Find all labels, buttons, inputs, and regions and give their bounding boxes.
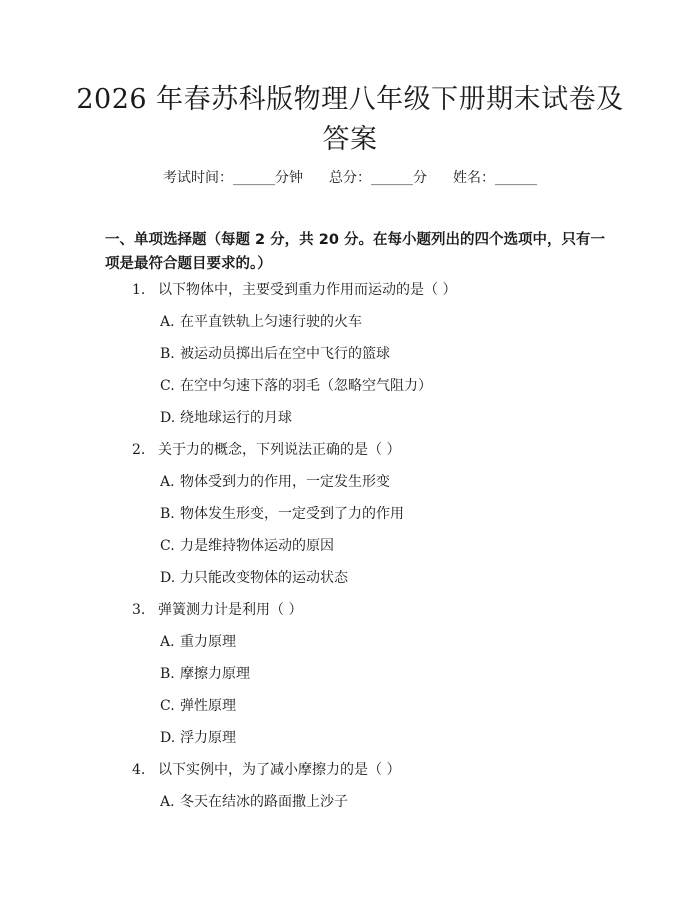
answer-option xyxy=(160,376,432,396)
answer-option xyxy=(160,312,362,332)
option-text: 冬天在结冰的路面撒上沙子 xyxy=(180,794,348,810)
option-letter: A. xyxy=(160,314,175,330)
option-letter: B. xyxy=(160,346,175,362)
section-heading: 一、单项选择题（每题 2 分，共 20 分。在每小题列出的四个选项中，只有一项是最符合题目要求的。） xyxy=(105,232,605,272)
option-text: 在空中匀速下落的羽毛（忽略空气阻力） xyxy=(180,378,432,394)
answer-option xyxy=(160,696,236,716)
option-letter: B. xyxy=(160,666,175,682)
total-score-blank: ______ xyxy=(371,170,413,186)
option-text: 浮力原理 xyxy=(180,730,236,746)
total-score-unit: 分 xyxy=(413,170,427,186)
answer-option xyxy=(160,632,236,652)
answer-option xyxy=(160,664,250,684)
option-letter: D. xyxy=(160,410,176,426)
total-score xyxy=(329,168,427,188)
title-line-2: 答案 xyxy=(322,124,378,155)
option-text: 摩擦力原理 xyxy=(180,666,250,682)
question-stem xyxy=(132,280,456,300)
option-letter: A. xyxy=(160,634,175,650)
answer-option xyxy=(160,504,404,524)
answer-option xyxy=(160,408,292,428)
option-letter: A. xyxy=(160,474,175,490)
question-stem xyxy=(132,760,400,780)
option-text: 力只能改变物体的运动状态 xyxy=(180,570,348,586)
question-number: 3. xyxy=(132,602,146,618)
option-text: 力是维持物体运动的原因 xyxy=(180,538,334,554)
question-number: 1. xyxy=(132,282,146,298)
exam-time-label: 考试时间： xyxy=(163,170,233,186)
option-text: 被运动员掷出后在空中飞行的篮球 xyxy=(180,346,390,362)
student-name xyxy=(453,168,537,188)
option-text: 物体发生形变，一定受到了力的作用 xyxy=(180,506,404,522)
question-text: 关于力的概念，下列说法正确的是（ ） xyxy=(158,442,401,458)
option-text: 物体受到力的作用，一定发生形变 xyxy=(180,474,390,490)
question-text: 以下物体中，主要受到重力作用而运动的是（ ） xyxy=(158,282,457,298)
total-score-label: 总分： xyxy=(329,170,371,186)
exam-time-unit: 分钟 xyxy=(275,170,303,186)
exam-time xyxy=(163,168,303,188)
option-letter: D. xyxy=(160,570,176,586)
answer-option xyxy=(160,792,348,812)
answer-option xyxy=(160,536,334,556)
question-text: 以下实例中，为了减小摩擦力的是（ ） xyxy=(158,762,401,778)
student-name-label: 姓名： xyxy=(453,170,495,186)
option-letter: C. xyxy=(160,698,175,714)
question-stem xyxy=(132,600,302,620)
option-text: 在平直铁轨上匀速行驶的火车 xyxy=(180,314,362,330)
question-text: 弹簧测力计是利用（ ） xyxy=(158,602,303,618)
answer-option xyxy=(160,728,236,748)
title-line-1: 2026 年春苏科版物理八年级下册期末试卷及 xyxy=(76,84,624,115)
option-letter: C. xyxy=(160,378,175,394)
exam-time-blank: ______ xyxy=(233,170,275,186)
option-text: 绕地球运行的月球 xyxy=(180,410,292,426)
option-letter: A. xyxy=(160,794,175,810)
question-stem xyxy=(132,440,400,460)
option-letter: D. xyxy=(160,730,176,746)
option-letter: C. xyxy=(160,538,175,554)
answer-option xyxy=(160,568,348,588)
question-number: 2. xyxy=(132,442,146,458)
option-text: 重力原理 xyxy=(180,634,236,650)
option-letter: B. xyxy=(160,506,175,522)
page-title xyxy=(70,80,630,160)
option-text: 弹性原理 xyxy=(180,698,236,714)
answer-option xyxy=(160,344,390,364)
answer-option xyxy=(160,472,390,492)
question-number: 4. xyxy=(132,762,146,778)
student-name-blank: ______ xyxy=(495,170,537,186)
